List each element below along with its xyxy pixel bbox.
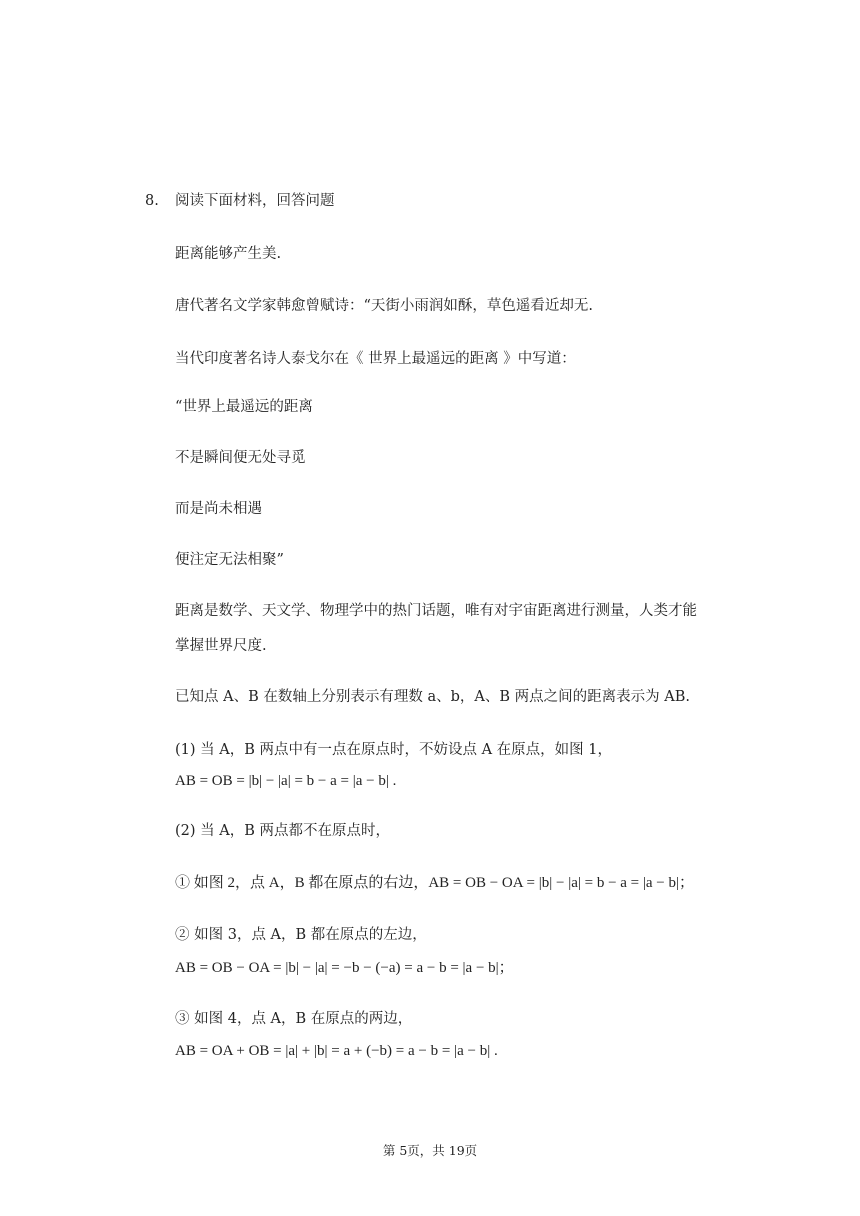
text-line: 已知点 A、B 在数轴上分别表示有理数 a、b，A、B 两点之间的距离表示为 AB.	[175, 689, 690, 705]
case-2-2-heading: ② 如图 3，点 A，B 都在原点的左边，	[175, 927, 427, 943]
case-2-3-heading: ③ 如图 4，点 A，B 在原点的两边，	[175, 1011, 413, 1027]
case-1-heading: (1) 当 A，B 两点中有一点在原点时，不妨设点 A 在原点，如图 1，	[175, 742, 613, 758]
case-2-1-line: ① 如图 2，点 A，B 都在原点的右边，AB = OB − OA = |b| − |a| = b − a = |a − b|；	[175, 875, 695, 891]
poem-line: 便注定无法相聚”	[175, 552, 284, 568]
text-line: 掌握世界尺度.	[175, 638, 267, 654]
text-line: 当代印度著名诗人泰戈尔在《 世界上最遥远的距离 》中写道：	[175, 351, 576, 367]
question-title: 阅读下面材料，回答问题	[175, 193, 335, 209]
poem-line: 不是瞬间便无处寻觅	[175, 450, 306, 466]
page-footer: 第 5页，共 19页	[382, 1143, 478, 1158]
formula-2-2: AB = OB − OA = |b| − |a| = −b − (−a) = a − b = |a − b|；	[175, 960, 514, 976]
poem-line: “世界上最遥远的距离	[175, 399, 313, 415]
question-number: 8.	[145, 193, 159, 209]
text-line: 距离是数学、天文学、物理学中的热门话题，唯有对宇宙距离进行测量，人类才能	[175, 603, 697, 619]
case-2-heading: (2) 当 A，B 两点都不在原点时，	[175, 823, 390, 839]
formula-2-3: AB = OA + OB = |a| + |b| = a + (−b) = a − b = |a − b| .	[175, 1043, 498, 1059]
text-line: 距离能够产生美.	[175, 246, 282, 262]
text-line: 唐代著名文学家韩愈曾赋诗：“天街小雨润如酥，草色遥看近却无.	[175, 298, 594, 314]
formula-1: AB = OB = |b| − |a| = b − a = |a − b| .	[175, 773, 397, 789]
poem-line: 而是尚未相遇	[175, 501, 262, 517]
